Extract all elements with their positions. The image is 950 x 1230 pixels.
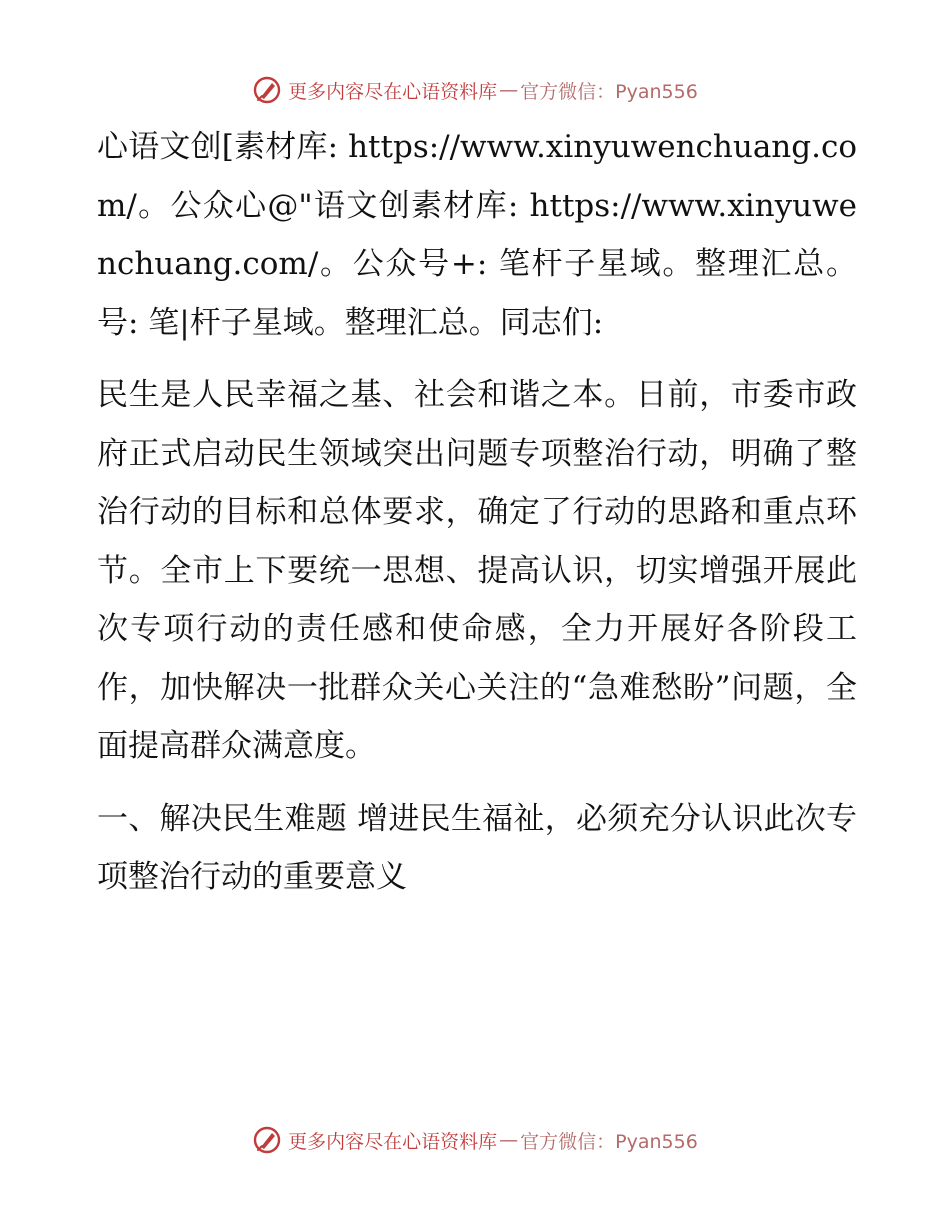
banner-separator: —: [499, 79, 519, 101]
banner-title: 更多内容尽在心语资料库: [288, 1130, 498, 1153]
section-heading-1: 一、解决民生难题 增进民生福祉，必须充分认识此次专项整治行动的重要意义: [97, 800, 857, 895]
paragraph-livelihood: 民生是人民幸福之基、社会和谐之本。日前，市委市政府正式启动民生领域突出问题专项整治行动，明确了整治行动的目标和总体要求，确定了行动的思路和重点环节。全市上下要统一思想、提高认识，切实增强开展此次专项行动的责任感和使命感，全力开展好各阶段工作，加快解决一批群众关心关注的“急难愁盼”问题，全面提高群众满意度。: [97, 377, 857, 764]
banner-separator: —: [499, 1129, 519, 1151]
banner-wechat: 官方微信：Pyan556: [520, 1130, 698, 1153]
header-banner: [0, 70, 950, 110]
pen-logo-icon: [252, 75, 282, 105]
banner-title: 更多内容尽在心语资料库: [288, 80, 498, 103]
banner-wechat: 官方微信：Pyan556: [520, 80, 698, 103]
document-body: [97, 118, 857, 921]
paragraph-intro: 心语文创[素材库: https://www.xinyuwenchuang.com/。公众心@"语文创素材库: https://www.xinyuwenchuang.com/。公众号+: 笔杆子星域。整理汇总。号: 笔|杆子星域。整理汇总。同志们:: [97, 129, 857, 341]
footer-banner: [0, 1120, 950, 1160]
pen-logo-icon: [252, 1125, 282, 1155]
